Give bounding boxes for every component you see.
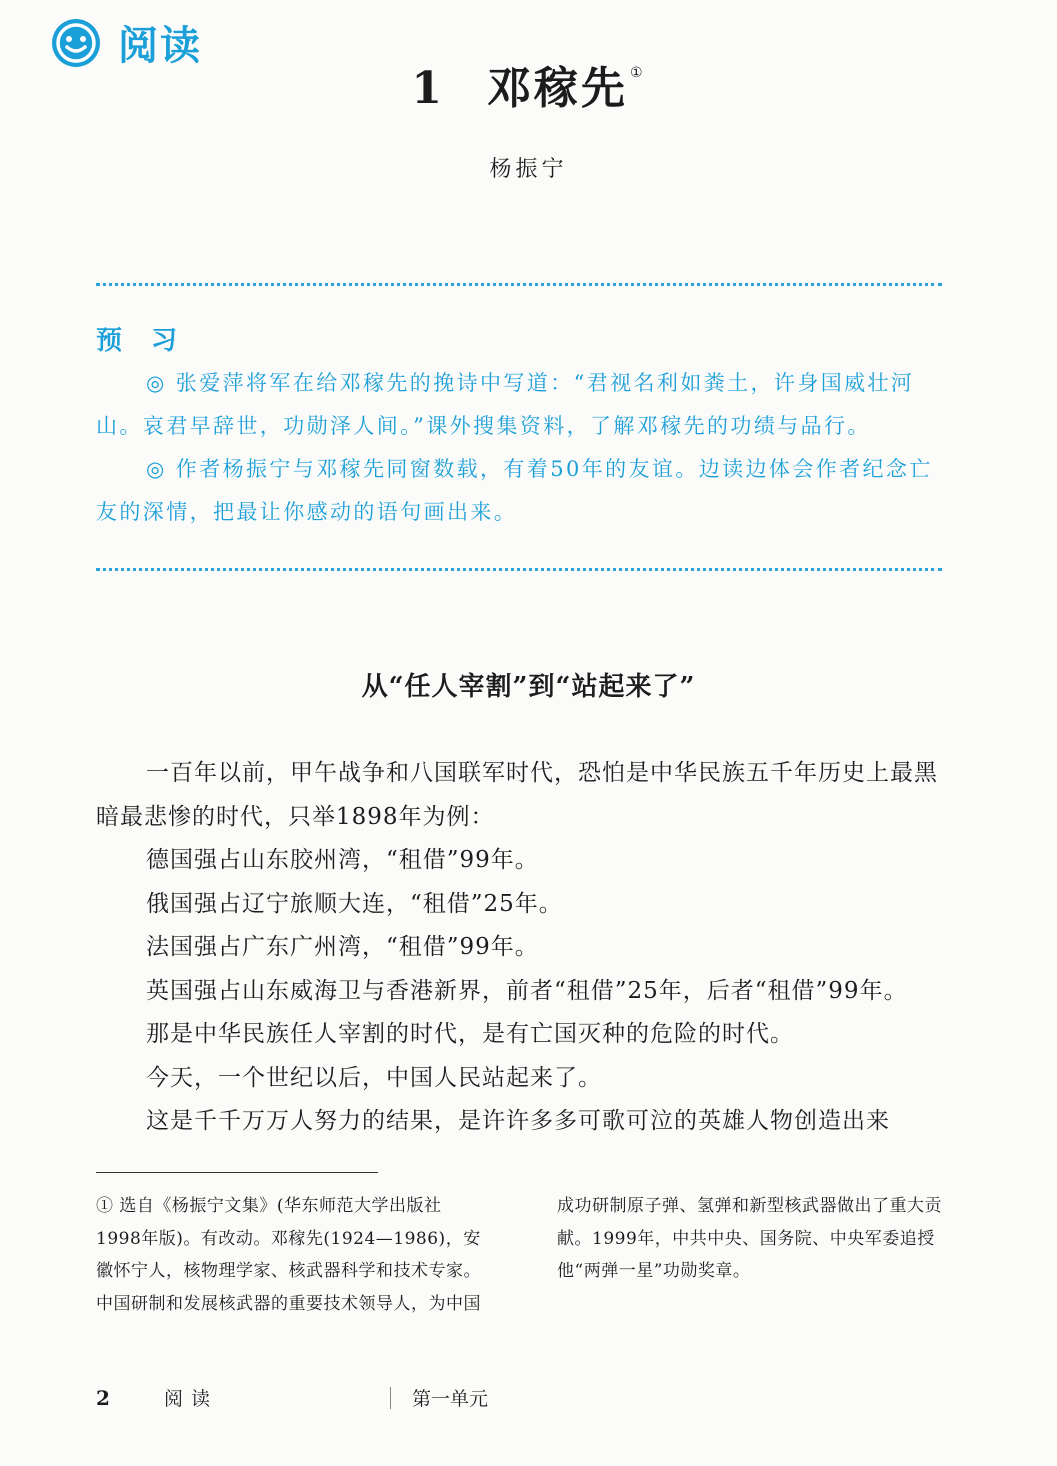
body-paragraph: 今天，一个世纪以后，中国人民站起来了。 [146, 1064, 602, 1091]
section-badge-label: 阅读 [118, 22, 202, 69]
section-heading: 从“任人宰割”到“站起来了” [361, 672, 696, 702]
footer-section-label: 阅读 [164, 1388, 219, 1410]
body-paragraph: 英国强占山东威海卫与香港新界，前者“租借”25年，后者“租借”99年。 [146, 977, 908, 1004]
dotted-divider-bottom [96, 568, 942, 571]
footer-separator [390, 1387, 391, 1409]
author-name: 杨振宁 [489, 157, 568, 182]
body-paragraph: 法国强占广东广州湾，“租借”99年。 [146, 934, 539, 960]
footnote-text: ① 选自《杨振宁文集》(华东师范大学出版社1998年版)。有改动。邓稼先(1924—1986)，安徽怀宁人，核物理学家、核武器科学和技术专家。中国研制和发展核武器的重要技术领导人，为中国成功研制原子弹、氢弹和新型核武器做出了重大贡献。1999年，中共中央、国务院、中央军委追授他“两弹一星”功勋奖章。 [96, 1196, 942, 1314]
lesson-title-text: 邓稼先 [487, 63, 629, 114]
body-paragraph: 这是千千万万人努力的结果，是许许多多可歌可泣的英雄人物创造出来 [146, 1108, 890, 1134]
body-paragraph: 德国强占山东胶州湾，“租借”99年。 [146, 847, 539, 873]
footnote [96, 1190, 942, 1320]
lesson-title [0, 52, 1057, 116]
body-paragraph: 俄国强占辽宁旅顺大连，“租借”25年。 [146, 890, 563, 917]
footnote-rule [96, 1172, 378, 1173]
preview-heading: 预 习 [96, 326, 188, 356]
preview-item: ◎ 作者杨振宁与邓稼先同窗数载，有着50年的友谊。边读边体会作者纪念亡友的深情，把最让你感动的语句画出来。 [96, 457, 933, 524]
footer-unit-label: 第一单元 [412, 1388, 489, 1410]
body-paragraph: 一百年以前，甲午战争和八国联军时代，恐怕是中华民族五千年历史上最黑暗最悲惨的时代，只举1898年为例： [96, 760, 938, 830]
dotted-divider-top [96, 283, 942, 286]
body-text [96, 752, 942, 1144]
body-paragraph: 那是中华民族任人宰割的时代，是有亡国灭种的危险的时代。 [146, 1021, 794, 1047]
lesson-number: 1 [411, 63, 446, 114]
preview-item: ◎ 张爱萍将军在给邓稼先的挽诗中写道：“君视名利如粪土，许身国威壮河山。哀君早辞世，功勋泽人间。”课外搜集资料，了解邓稼先的功绩与品行。 [96, 371, 915, 438]
title-footnote-mark[interactable]: ① [630, 65, 646, 81]
page-number: 2 [96, 1385, 110, 1410]
preview-box [96, 362, 942, 534]
page-footer [96, 1384, 489, 1411]
